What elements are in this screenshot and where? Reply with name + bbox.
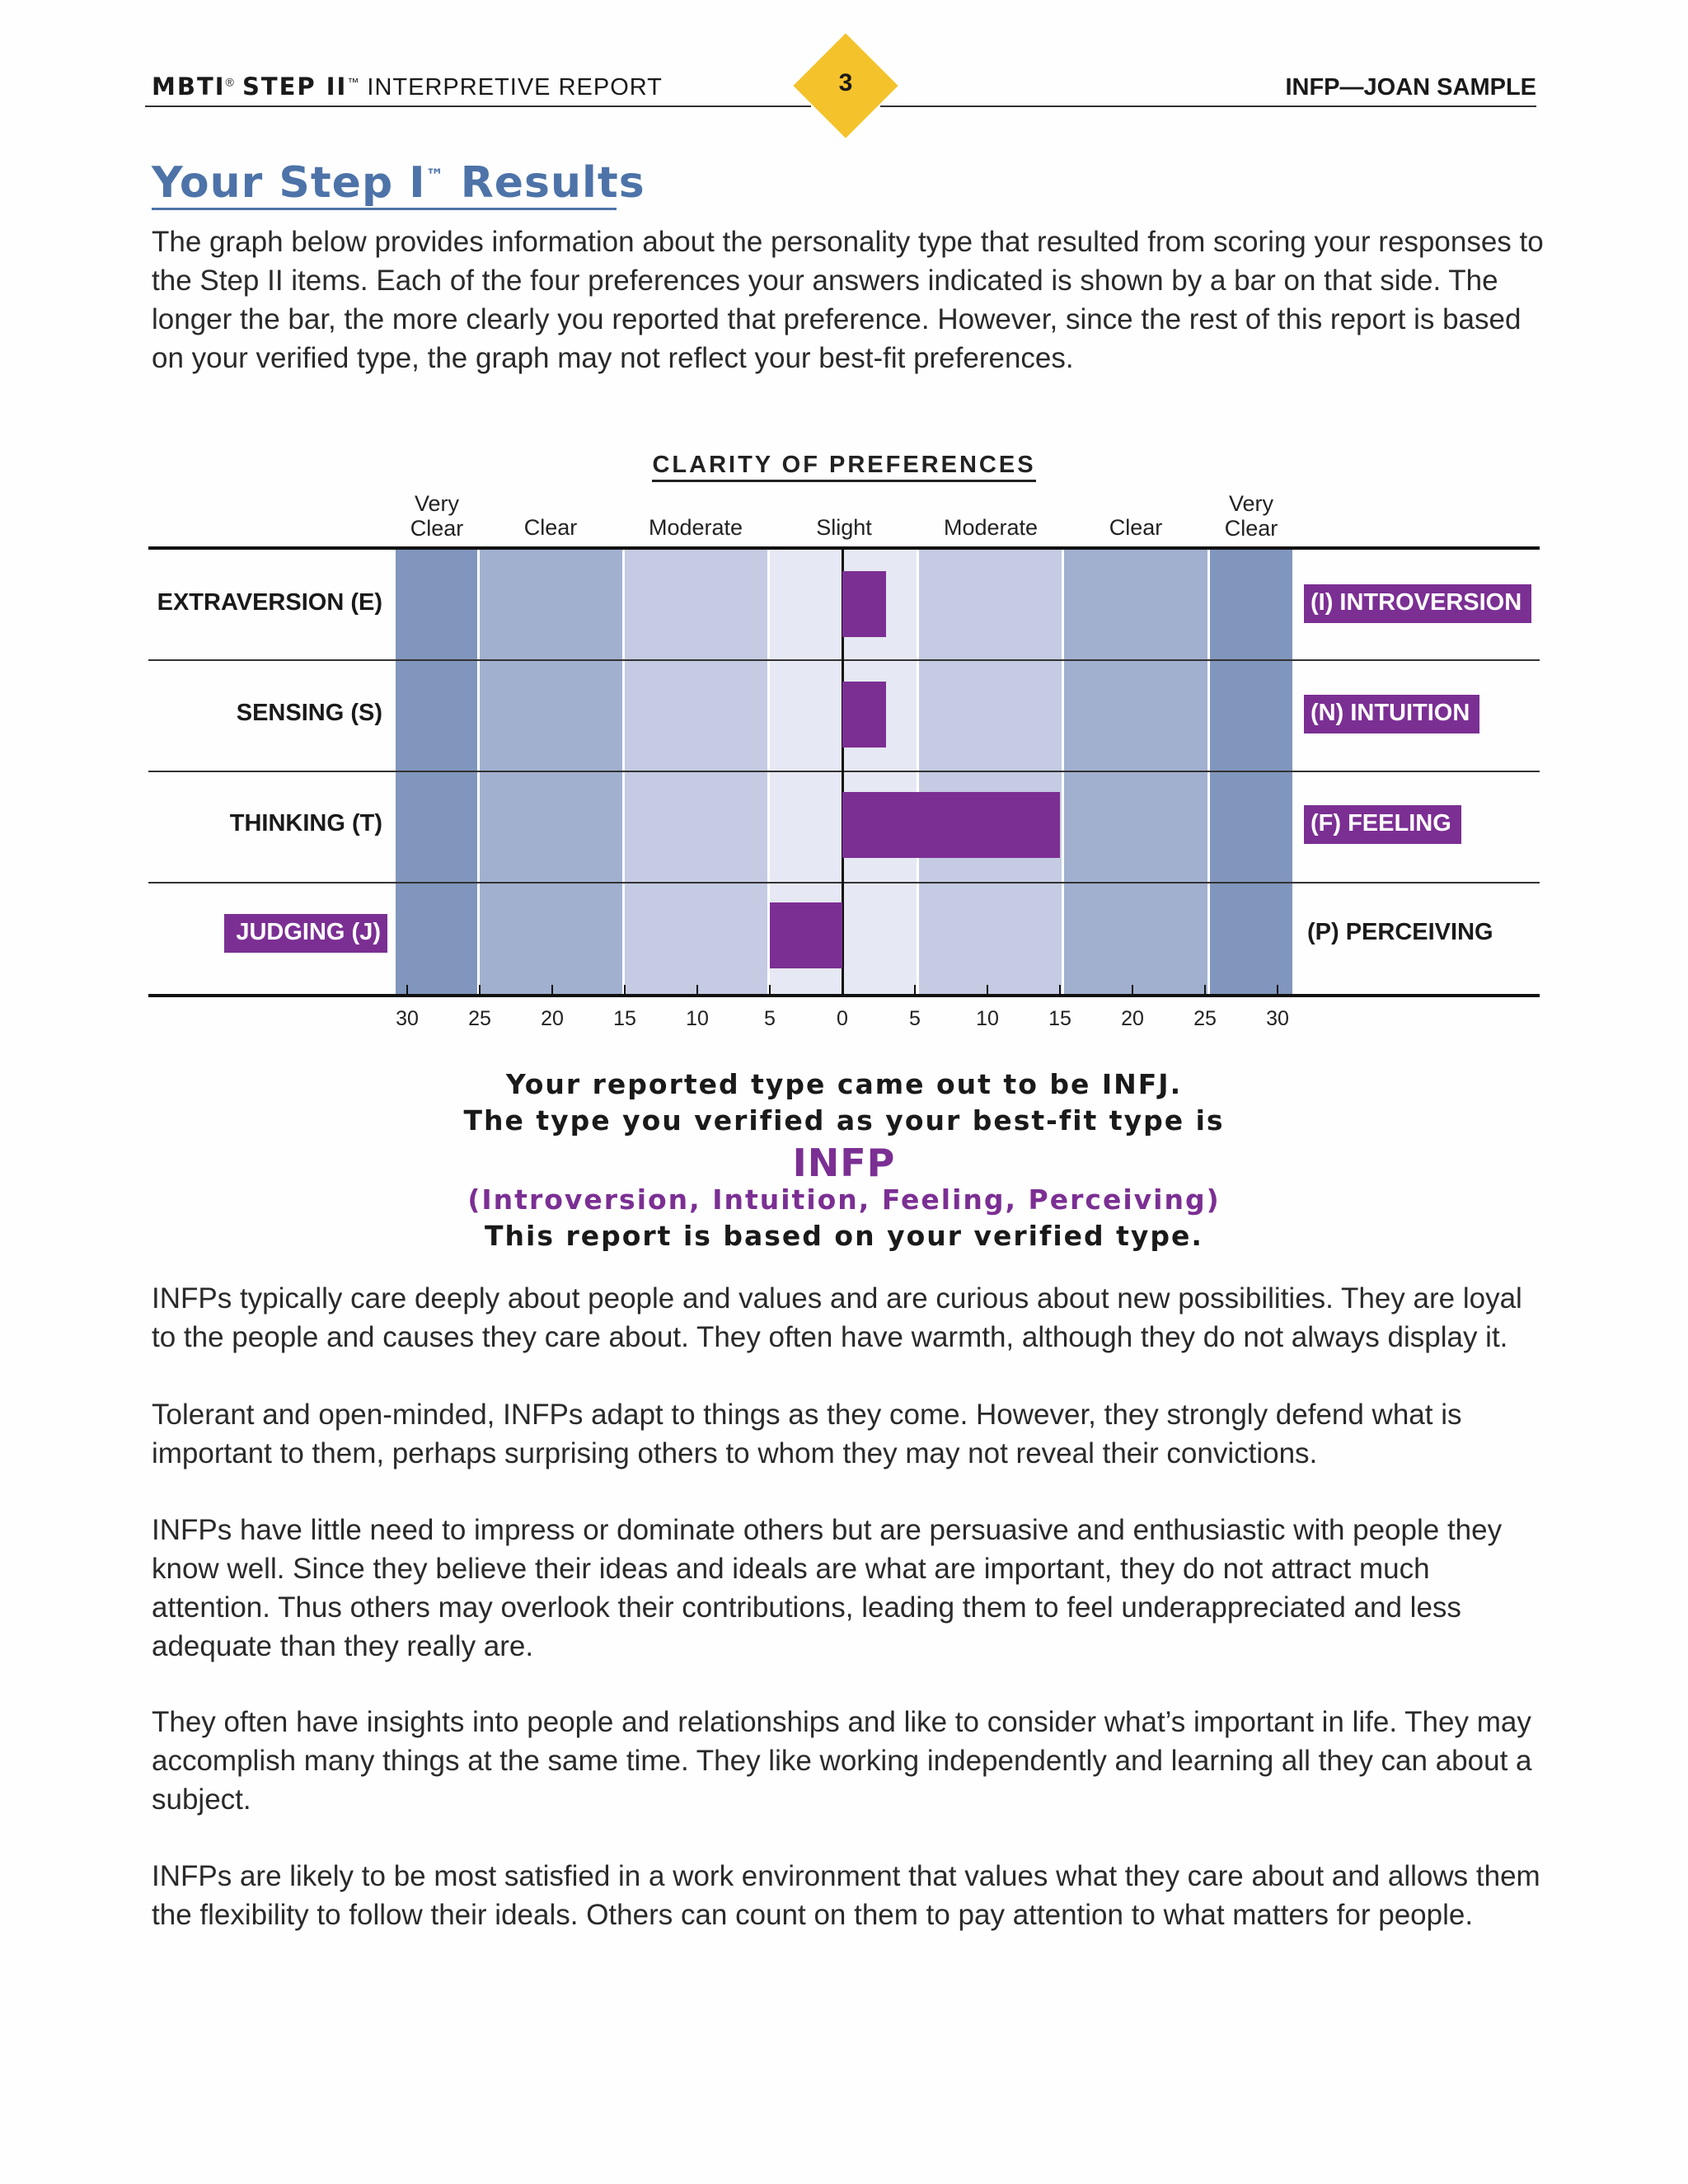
row-divider: [148, 771, 1540, 772]
header-rule-right: [880, 105, 1536, 107]
x-tick-mark: [479, 985, 481, 996]
chart-title: [0, 452, 1688, 479]
x-tick-mark: [1204, 985, 1206, 996]
x-tick-label: 15: [1048, 1007, 1071, 1030]
x-tick-mark: [987, 985, 988, 996]
x-tick-mark: [406, 985, 408, 996]
x-tick-label: 20: [1121, 1007, 1144, 1030]
x-tick-label: 10: [686, 1007, 709, 1030]
x-tick-mark: [1059, 985, 1061, 996]
category-label-very-clear-left: Very Clear: [410, 491, 464, 541]
registered-mark: ®: [225, 75, 235, 89]
label-introversion: (I) INTROVERSION: [1304, 584, 1531, 623]
paragraph-1: INFPs typically care deeply about people and values and are curious about new possibilities. They are loyal to the people and causes they care about. They often have warmth, although they do not always display it.: [152, 1282, 1522, 1353]
row-divider: [148, 882, 1540, 883]
x-tick-mark: [1277, 985, 1278, 996]
trademark-mark: ™: [347, 75, 360, 89]
chart-title-text: CLARITY OF PREFERENCES: [652, 452, 1035, 482]
bar-introversion: [842, 571, 886, 637]
verified-type-full: (Introversion, Intuition, Feeling, Perceiving): [467, 1183, 1221, 1216]
x-tick-mark: [551, 985, 553, 996]
paragraph-2: Tolerant and open-minded, INFPs adapt to things as they come. However, they strongly defend what is important to them, perhaps surprising others to whom they may not reveal their convictions.: [152, 1399, 1462, 1469]
x-tick-label: 5: [909, 1007, 921, 1030]
x-tick-label: 15: [613, 1007, 636, 1030]
header-rule-left: [145, 105, 811, 107]
x-tick-mark: [842, 985, 843, 996]
label-sensing: SENSING (S): [236, 700, 382, 726]
x-tick-label: 25: [468, 1007, 491, 1030]
category-label: Clear: [523, 515, 578, 540]
page-number: 3: [838, 69, 853, 96]
x-tick-label: 25: [1193, 1007, 1217, 1030]
category-label: Clear: [1109, 515, 1163, 540]
paragraph-3: INFPs have little need to impress or dominate others but are persuasive and enthusiastic with people they know well. Since they believe their ideas and ideals are what are important, they do not attract much attention. Thus others may overlook their contributions, leading them to feel underappreciated and less adequate than they really are.: [152, 1514, 1503, 1662]
paragraph-4: They often have insights into people and relationships and like to consider what’s important in life. They may accomplish many things at the same time. They like working independently and learning all they can about a subject.: [152, 1706, 1532, 1816]
title-underline: [152, 208, 617, 210]
bar-intuition: [842, 682, 886, 748]
category-label-very-clear-right: Very Clear: [1224, 491, 1278, 541]
verified-type: INFP: [792, 1141, 896, 1185]
report-name: INTERPRETIVE REPORT: [367, 74, 663, 101]
x-tick-mark: [1132, 985, 1133, 996]
page-title: [152, 158, 645, 208]
x-tick-mark: [696, 985, 698, 996]
brand-name: MBTI: [152, 73, 226, 101]
x-tick-label: 20: [541, 1007, 564, 1030]
reported-type: Your reported type came out to be INFJ.: [505, 1068, 1183, 1100]
paragraph-5: INFPs are likely to be most satisfied in a work environment that values what they care about and allows them the flexibility to follow their ideals. Others can count on them to pay attention to what matters for people.: [152, 1860, 1540, 1931]
label-perceiving: (P) PERCEIVING: [1307, 919, 1493, 945]
x-tick-label: 10: [976, 1007, 999, 1030]
label-extraversion: EXTRAVERSION (E): [157, 589, 382, 616]
category-label: Moderate: [943, 515, 1039, 540]
bar-judging: [770, 902, 842, 968]
step-name: STEP II: [241, 73, 348, 101]
x-tick-mark: [914, 985, 916, 996]
label-feeling: (F) FEELING: [1304, 805, 1461, 844]
label-judging: JUDGING (J): [224, 914, 387, 953]
x-tick-label: 30: [1266, 1007, 1289, 1030]
category-label: Slight: [816, 515, 872, 540]
report-subject: INFP—JOAN SAMPLE: [1285, 74, 1536, 101]
chart-top-rule: [148, 546, 1540, 550]
category-label: Moderate: [648, 515, 743, 540]
x-tick-mark: [624, 985, 626, 996]
row-divider: [148, 659, 1540, 661]
report-basis: This report is based on your verified type.: [485, 1220, 1203, 1252]
label-thinking: THINKING (T): [229, 810, 382, 837]
label-intuition: (N) INTUITION: [1304, 695, 1479, 733]
report-header-title: [152, 73, 663, 101]
x-tick-mark: [769, 985, 771, 996]
title-text-end: Results: [444, 158, 645, 208]
x-tick-label: 0: [837, 1007, 848, 1030]
page-number-badge: [793, 33, 898, 138]
x-tick-label: 5: [764, 1007, 776, 1030]
bar-feeling: [842, 792, 1060, 858]
x-tick-label: 30: [396, 1007, 419, 1030]
title-text: Your Step I: [152, 158, 426, 208]
intro-paragraph: The graph below provides information about the personality type that resulted from scoring your responses to the Step II items. Each of the four preferences your answers indicated is shown by a bar on that side. The longer the bar, the more clearly you reported that preference. However, since the rest of this report is based on your verified type, the graph may not reflect your best-fit preferences.: [152, 226, 1544, 374]
chart-bottom-rule: [148, 994, 1540, 997]
verified-intro: The type you verified as your best-fit type is: [463, 1104, 1225, 1137]
title-trademark: ™: [425, 166, 445, 187]
